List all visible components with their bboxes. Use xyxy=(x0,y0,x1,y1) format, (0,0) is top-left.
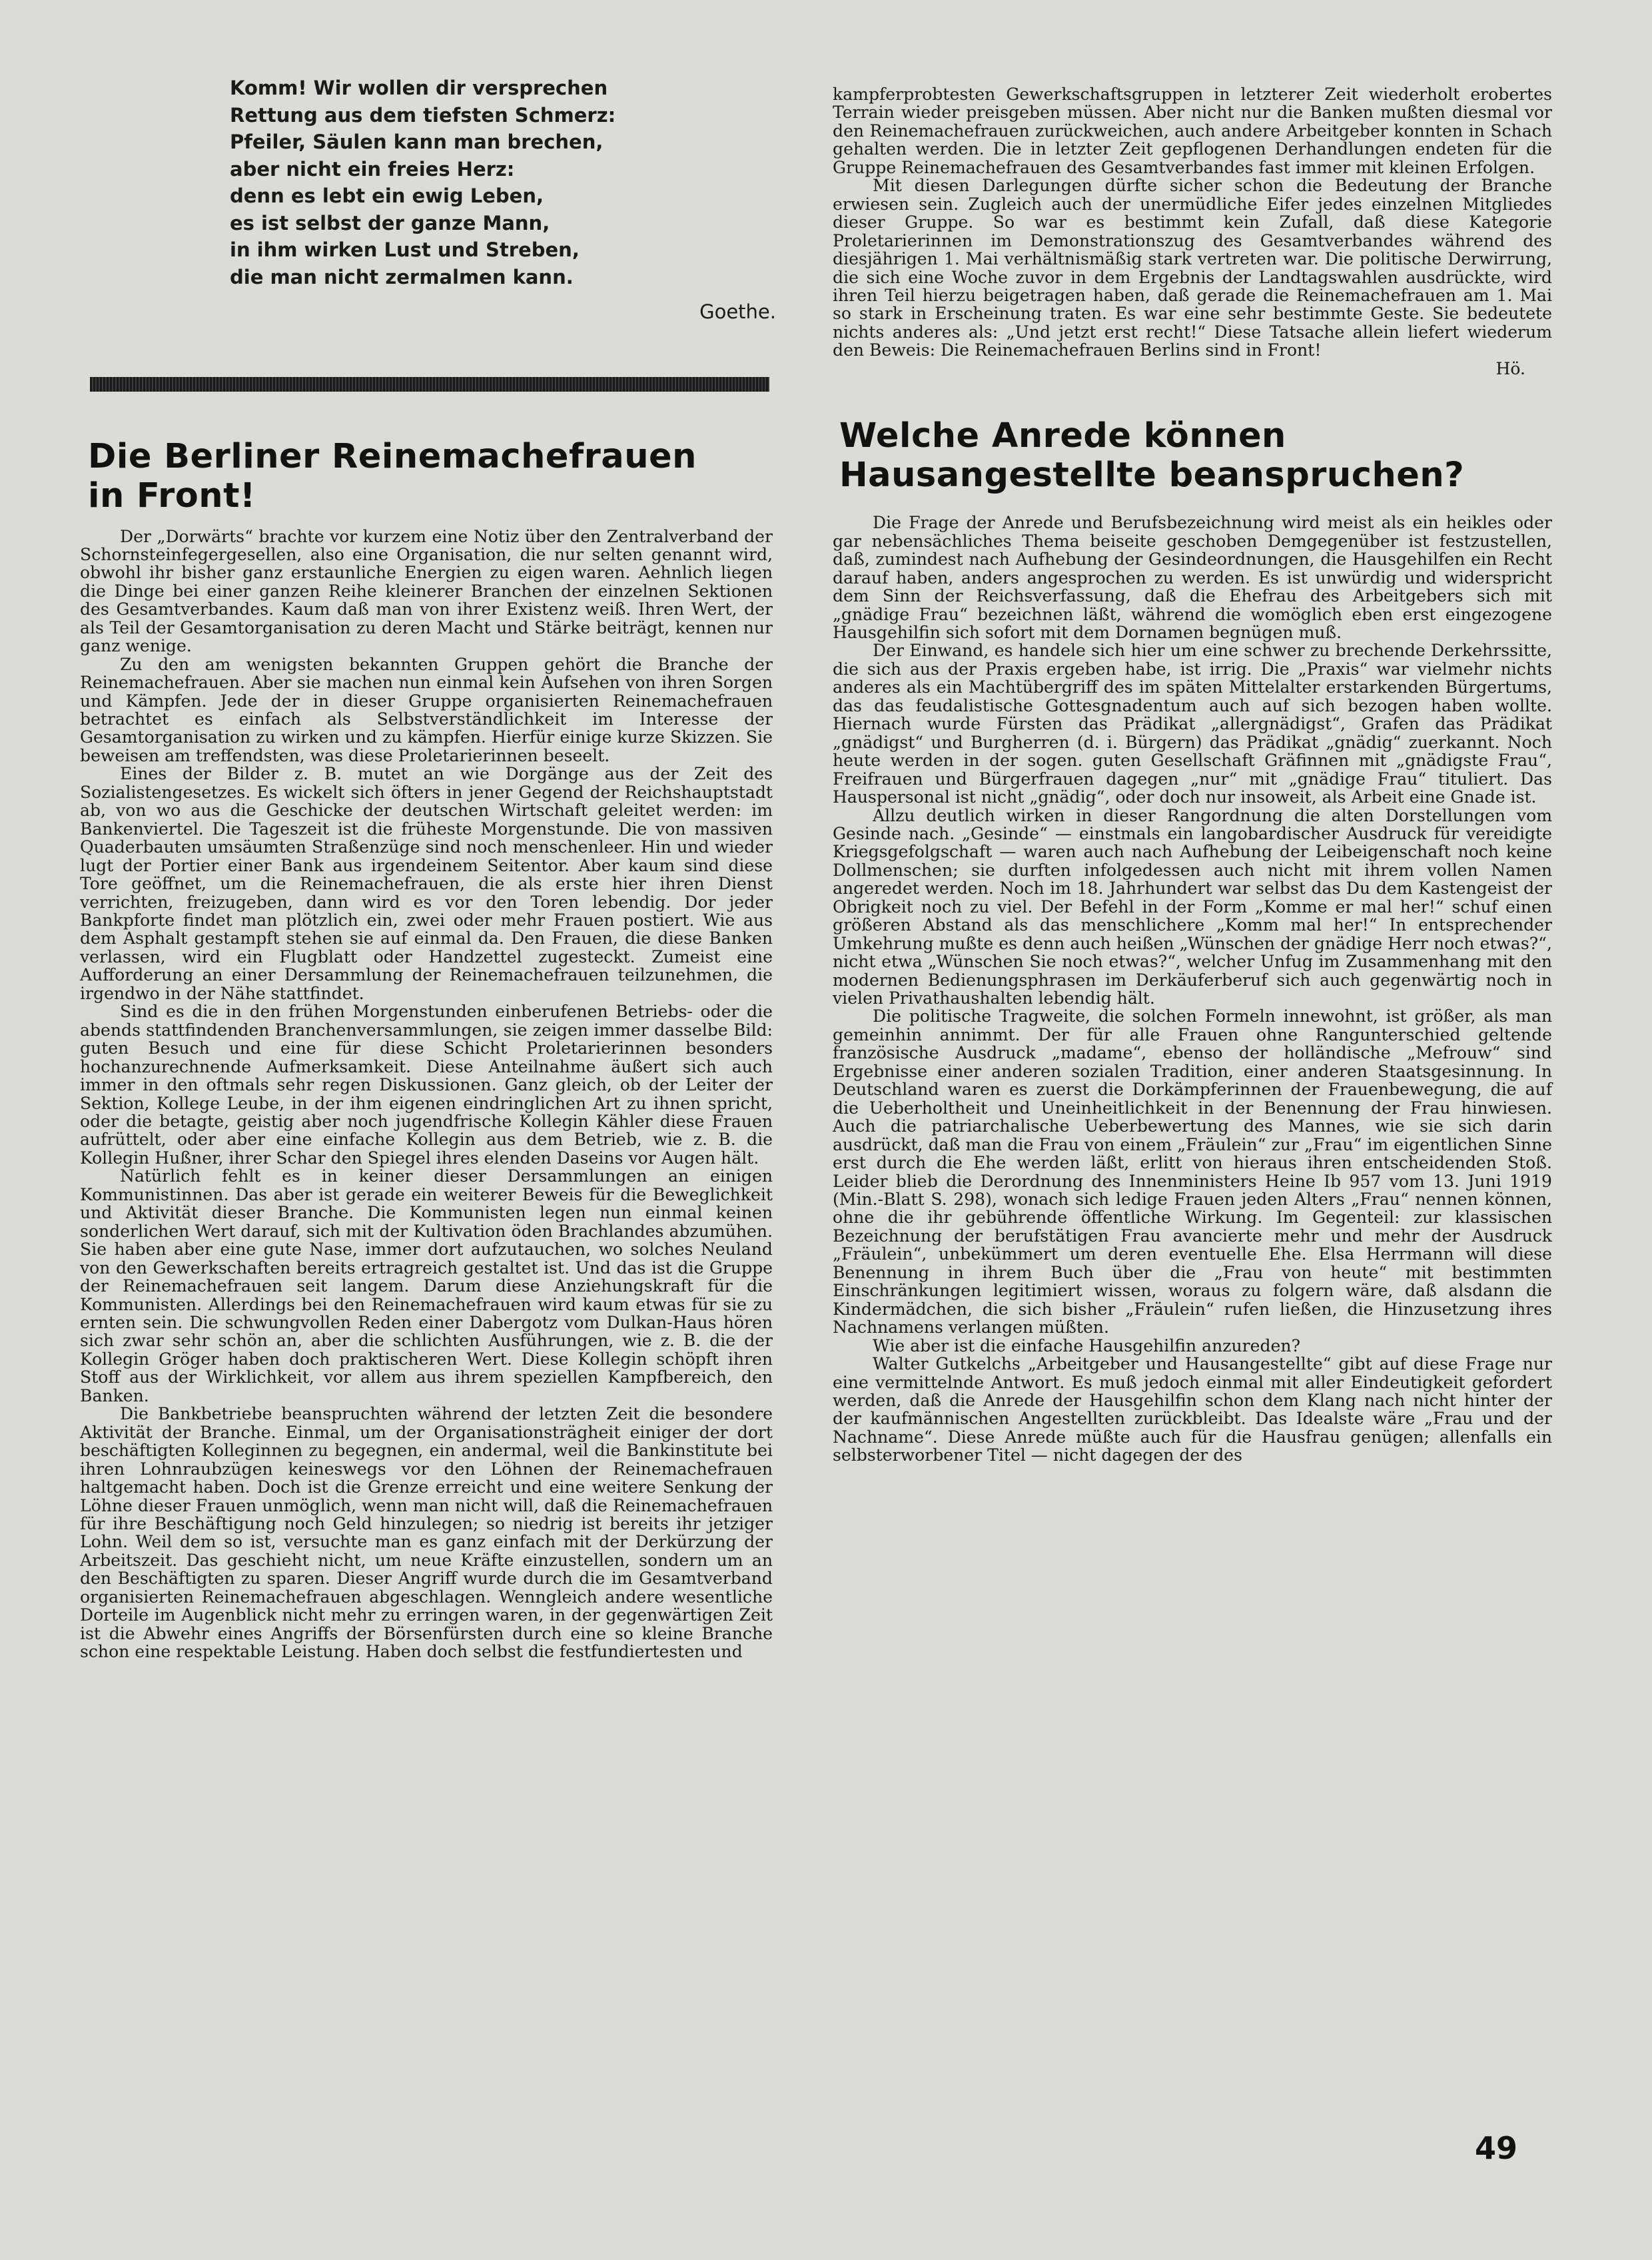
second-article xyxy=(833,416,1552,1465)
article-title-line: Hausangestellte beanspruchen? xyxy=(839,456,1465,496)
section-divider xyxy=(90,377,769,392)
article-title xyxy=(839,416,1552,495)
paragraph: Der „Dorwärts“ brachte vor kurzem eine Notiz über den Zentralverband der Schornsteinfegergesellen, also eine Organisation, die nur selten genannt wird, obwohl ihr bisher ganz erstaunliche Energien zu eigen waren. Aehnlich liegen die Dinge bei einer ganzen Reihe kleinerer Branchen der einzelnen Sektionen des Gesamtverbandes. Kaum daß man von ihrer Existenz weiß. Ihren Wert, der als Teil der Gesamtorganisation zu deren Macht und Stärke beiträgt, kennen nur ganz wenige. xyxy=(80,526,773,656)
poem-line: Rettung aus dem tiefsten Schmerz: xyxy=(230,103,616,127)
paragraph: Allzu deutlich wirken in dieser Rangordnung die alten Dorstellungen vom Gesinde nach. „Gesinde“ — einstmals ein langobardischer Ausdruck für vereidigte Kriegsgefolgschaft — waren auch nach Aufhebung der Leibeigenschaft noch keine Dollmenschen; sie durften infolgedessen auch nicht mit ihrem vollen Namen angeredet werden. Noch im 18. Jahrhundert war selbst das Du dem Kastengeist der Obrigkeit noch zu viel. Der Befehl in der Form „Komme er mal her!“ schuf einen größeren Abstand als das menschlichere „Komm mal her!“ In entsprechender Umkehrung mußte es denn auch heißen „Wünschen der gnädige Herr noch etwas?“, nicht etwa „Wünschen Sie noch etwas?“, welcher Unfug im Zusammenhang mit den modernen Bedienungsphrasen im Derkäuferberuf sich auch gegenwärtig noch in vielen Privathaushalten lebendig hält. xyxy=(833,805,1552,1008)
paragraph: Mit diesen Darlegungen dürfte sicher schon die Bedeutung der Branche erwiesen sein. Zugleich auch der unermüdliche Eifer jedes einzelnen Mitgliedes dieser Gruppe. So war es bestimmt kein Zufall, daß diese Kategorie Proletarierinnen im Demonstrationszug des Gesamtverbandes während des diesjährigen 1. Mai verhältnismäßig stark vertreten war. Die politische Derwirrung, die sich eine Woche zuvor in dem Ergebnis der Landtagswahlen ausdrückte, wird ihren Teil hierzu beigetragen haben, daß gerade die Reinemachefrauen am 1. Mai so stark in Erscheinung traten. Es war eine sehr bestimmte Geste. Sie bedeutete nichts anderes als: „Und jetzt erst recht!“ Diese Tatsache allein liefert wiederum den Beweis: Die Reinemachefrauen Berlins sind in Front! xyxy=(833,176,1552,360)
article-title xyxy=(88,437,773,516)
paragraph: kampferprobtesten Gewerkschaftsgruppen in letzterer Zeit wiederholt erobertes Terrain wieder preisgeben müssen. Aber nicht nur die Banken mußten diesmal vor den Reinemachefrauen zurückweichen, auch andere Arbeitgeber konnten in Schach gehalten werden. Die in letzter Zeit gepflogenen Derhandlungen endeten für die Gruppe Reinemachefrauen des Gesamtverbandes fast immer mit kleinen Erfolgen. xyxy=(833,85,1552,177)
article-body xyxy=(833,514,1552,1465)
paragraph: Walter Gutkelchs „Arbeitgeber und Hausangestellte“ gibt auf diese Frage nur eine vermittelnde Antwort. Es muß jedoch einmal mit aller Eindeutigkeit gefordert werden, daß die Anrede der Hausgehilfin schon dem Klang nach nicht hinter der der kaufmännischen Angestellten zurückbleibt. Das Idealste wäre „Frau und der Nachname“. Diese Anrede müßte auch für die Hausfrau genügen; allenfalls ein selbsterworbener Titel — nicht dagegen der des xyxy=(833,1354,1552,1465)
paragraph: Natürlich fehlt es in keiner dieser Dersammlungen an einigen Kommunistinnen. Das aber ist gerade ein weiterer Beweis für die Beweglichkeit und Aktivität dieser Branche. Die Kommunisten legen nun einmal keinen sonderlichen Wert darauf, sich mit der Kultivation öden Brachlandes abzumühen. Sie haben aber eine gute Nase, immer dort aufzutauchen, wo solches Neuland von den Gewerkschaften bereits ertragreich gestaltet ist. Und das ist die Gruppe der Reinemachefrauen seit langem. Darum diese Anziehungskraft für die Kommunisten. Allerdings bei den Reinemachefrauen wird kaum etwas für sie zu ernten sein. Die schwungvollen Reden einer Dabergotz vom Dulkan-Haus hören sich zwar sehr schön an, aber die schlichten Ausführungen, wie z. B. die der Kollegin Gröger haben doch praktischeren Wert. Diese Kollegin schöpft ihren Stoff aus der Wirklichkeit, vor allem aus ihrem speziellen Kampfbereich, den Banken. xyxy=(80,1166,773,1405)
paragraph: Eines der Bilder z. B. mutet an wie Dorgänge aus der Zeit des Sozialistengesetzes. Es wickelt sich öfters in jener Gegend der Reichshauptstadt ab, von wo aus die Geschicke der deutschen Wirtschaft geleitet werden: im Bankenviertel. Die Tageszeit ist die früheste Morgenstunde. Die von massiven Quaderbauten umsäumten Straßenzüge sind noch menschenleer. Hin und wieder lugt der Portier einer Bank aus irgendeinem Seitentor. Aber kaum sind diese Tore geöffnet, um die Reinemachefrauen, die als erste hier ihren Dienst verrichten, freizugeben, dann wird es vor den Toren lebendig. Dor jeder Bankpforte findet man plötzlich ein, zwei oder mehr Frauen postiert. Wie aus dem Asphalt gestampft stehen sie auf einmal da. Den Frauen, die diese Banken verlassen, wird ein Flugblatt oder Handzettel zugesteckt. Zumeist eine Aufforderung an einer Dersammlung der Reinemachefrauen teilzunehmen, die irgendwo in der Nähe stattfindet. xyxy=(80,764,773,1003)
author-signature: Hö. xyxy=(1495,358,1525,378)
article-title-line: Die Berliner Reinemachefrauen xyxy=(88,436,697,476)
poem-line: aber nicht ein freies Herz: xyxy=(230,157,515,181)
article-title-line: in Front! xyxy=(88,476,256,516)
paragraph: Die politische Tragweite, die solchen Formeln innewohnt, ist größer, als man gemeinhin annimmt. Der für alle Frauen ohne Rangunterschied geltende französische Ausdruck „madame“, ebenso der holländische „Mefrouw“ sind Ergebnisse einer anderen sozialen Tradition, einer anderen Staatsgesinnung. In Deutschland waren es zuerst die Dorkämpferinnen der Frauenbewegung, die auf die Ueberholtheit und Uneinheitlichkeit in der Benennung der Frau hinwiesen. Auch die patriarchalische Ueberbewertung des Mannes, wie sie sich darin ausdrückt, daß man die Frau von einem „Fräulein“ zur „Frau“ im eigentlichen Sinne erst durch die Ehe werden läßt, erlitt von hieraus ihren entscheidenden Stoß. Leider blieb die Derordnung des Innenministers Heine Ib 957 vom 13. Juni 1919 (Min.-Blatt S. 298), wonach sich ledige Frauen jeden Alters „Frau“ nennen können, ohne die ihr gebührende öffentliche Wirkung. Im Gegenteil: zur klassischen Bezeichnung der berufstätigen Frau avancierte mehr und mehr der Ausdruck „Fräulein“, unbekümmert um deren eventuelle Ehe. Elsa Herrmann will diese Benennung in ihrem Buch über die „Frau von heute“ mit bestimmten Einschränkungen legitimiert wissen, woraus zu folgern wäre, daß alsdann die Kindermädchen, die sich bisher „Fräulein“ rufen ließen, die Hinzusetzung ihres Nachnamens verlangen müßten. xyxy=(833,1006,1552,1337)
poem-line: die man nicht zermalmen kann. xyxy=(230,265,574,288)
paragraph: Die Bankbetriebe beanspruchten während der letzten Zeit die besondere Aktivität der Branche. Einmal, um der Organisationsträgheit einiger der dort beschäftigten Kolleginnen zu begegnen, ein andermal, weil die Bankinstitute bei ihren Lohnraubzügen keineswegs vor den Löhnen der Reinemachefrauen haltgemacht haben. Doch ist die Grenze erreicht und eine weitere Senkung der Löhne dieser Frauen unmöglich, wenn man nicht will, daß die Reinemachefrauen für ihre Beschäftigung noch Geld hinzulegen; so niedrig ist bereits ihr jetziger Lohn. Weil dem so ist, versuchte man es ganz einfach mit der Derkürzung der Arbeitszeit. Das geschieht nicht, um neue Kräfte einzustellen, sondern um an den Beschäftigten zu sparen. Dieser Angriff wurde durch die im Gesamtverband organisierten Reinemachefrauen abgeschlagen. Wenngleich andere wesentliche Dorteile im Augenblick nicht mehr zu erringen waren, in der gegenwärtigen Zeit ist die Abwehr eines Angriffs der Börsenfürsten durch eine so kleine Branche schon eine respektable Leistung. Haben doch selbst die festfundiertesten und xyxy=(80,1404,773,1662)
left-column xyxy=(80,0,776,1662)
article-title-line: Welche Anrede können xyxy=(839,416,1286,456)
page-number: 49 xyxy=(1475,2130,1518,2166)
poem-line: es ist selbst der ganze Mann, xyxy=(230,211,550,234)
paragraph: Sind es die in den frühen Morgenstunden einberufenen Betriebs- oder die abends stattfindenden Branchenversammlungen, sie zeigen immer dasselbe Bild: guten Besuch und eine für diese Schicht Proletarierinnen besonders hochanzurechnende Aufmerksamkeit. Diese Anteilnahme äußert sich auch immer in den oftmals sehr regen Diskussionen. Ganz gleich, ob der Leiter der Sektion, Kollege Leube, in der ihm eigenen eindringlichen Art zu ihnen spricht, oder die betagte, geistig aber noch jugendfrische Kollegin Kähler diese Frauen aufrüttelt, oder aber eine einfache Kollegin aus dem Betrieb, wie z. B. die Kollegin Hußner, ihrer Schar den Spiegel ihres elenden Daseins vor Augen hält. xyxy=(80,1002,773,1168)
poem-line: Pfeiler, Säulen kann man brechen, xyxy=(230,131,604,153)
paragraph: Der Einwand, es handele sich hier um eine schwer zu brechende Derkehrssitte, die sich aus der Praxis ergeben habe, ist irrig. Die „Praxis“ war vielmehr nichts anderes als ein Machtübergriff des im späten Mittelalter erstarkenden Bürgertums, das das feudalistische Gottesgnadentum auch auf sich bezogen haben wollte. Hiernach wurde Fürsten das Prädikat „allergnädigst“, Grafen das Prädikat „gnädigst“ und Burgherren (d. i. Bürgern) das Prädikat „gnädig“ zuerkannt. Noch heute werden in der sogen. guten Gesellschaft Gräfinnen mit „gnädigste Frau“, Freifrauen und Bürgerfrauen dagegen „nur“ mit „gnädige Frau“ tituliert. Das Hauspersonal ist nicht „gnädig“, oder doch nur insoweit, als Arbeit eine Gnade ist. xyxy=(833,641,1552,807)
poem-line: in ihm wirken Lust und Streben, xyxy=(230,238,580,261)
paragraph: Die Frage der Anrede und Berufsbezeichnung wird meist als ein heikles oder gar nebensächliches Thema beiseite geschoben Demgegenüber ist festzustellen, daß, zumindest nach Aufhebung der Gesindeordnungen, die Hausgehilfen ein Recht darauf haben, anders angesprochen zu werden. Es ist unwürdig und widerspricht dem Sinn der Reichsverfassung, daß die Ehefrau des Arbeitgebers sich mit „gnädige Frau“ bezeichnen läßt, während die womöglich eben erst eingezogene Hausgehilfin sich sofort mit dem Dornamen begnügen muß. xyxy=(833,513,1552,642)
poem-line: Komm! Wir wollen dir versprechen xyxy=(230,77,608,99)
poem-line: denn es lebt ein ewig Leben, xyxy=(230,185,544,207)
poem-author: Goethe. xyxy=(699,300,776,323)
paragraph: Zu den am wenigsten bekannten Gruppen gehört die Branche der Reinemachefrauen. Aber sie machen nun einmal kein Aufsehen von ihren Sorgen und Kämpfen. Jede der in dieser Gruppe organisierten Reinemachefrauen betrachtet es einfach als Selbstverständlichkeit im Interesse der Gesamtorganisation zu wirken und zu kämpfen. Hierfür einige kurze Skizzen. Sie beweisen am treffendsten, was diese Proletarierinnen beseelt. xyxy=(80,654,773,765)
right-column xyxy=(833,0,1552,1465)
article-continuation xyxy=(833,85,1552,378)
article-body xyxy=(80,528,773,1661)
paragraph: Wie aber ist die einfache Hausgehilfin anzureden? xyxy=(873,1335,1301,1355)
poem xyxy=(230,75,776,326)
